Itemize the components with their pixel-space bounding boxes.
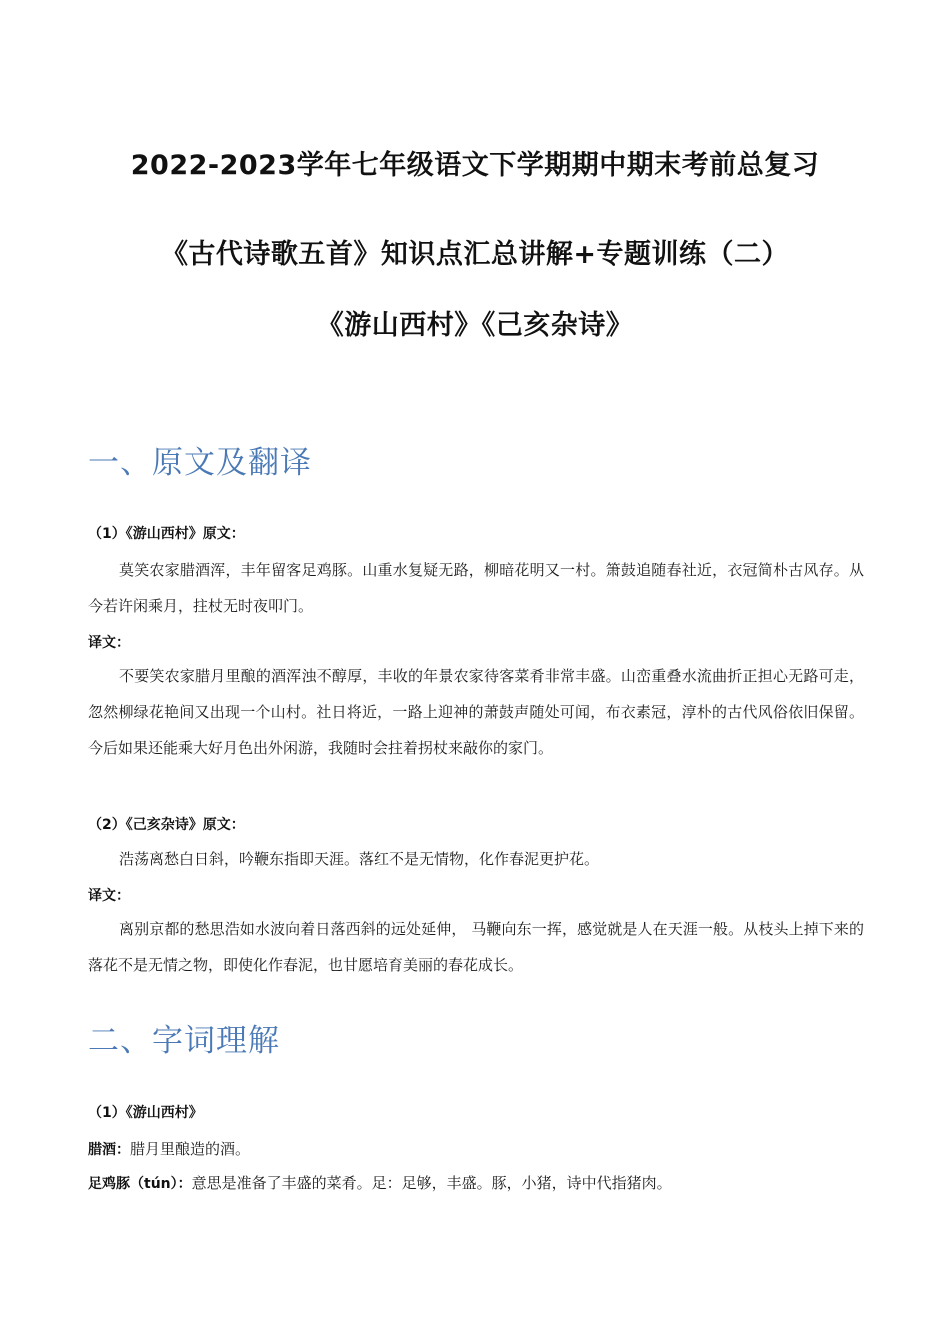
vocab-poem-label: （1）《游山西村》 bbox=[88, 1105, 203, 1121]
poem2-label: （2）《己亥杂诗》原文： bbox=[88, 817, 245, 833]
poem1-translation-label: 译文： bbox=[88, 635, 130, 651]
poem2-translation-text: 离别京都的愁思浩如水波向着日落西斜的远处延伸， 马鞭向东一挥，感觉就是人在天涯一般。从枝头上掉下来的落花不是无情之物，即使化作春泥，也甘愿培育美丽的春花成长。 bbox=[88, 920, 864, 974]
document-title-line-2: 《古代诗歌五首》知识点汇总讲解+专题训练（二） bbox=[160, 239, 790, 270]
section-heading-original-translation: 一、原文及翻译 bbox=[88, 445, 312, 481]
poem2-original-text: 浩荡离愁白日斜，吟鞭东指即天涯。落红不是无情物，化作春泥更护花。 bbox=[119, 850, 600, 868]
section-heading-word-understanding: 二、字词理解 bbox=[88, 1023, 280, 1059]
vocab-term: 足鸡豚（tún）： bbox=[88, 1176, 192, 1192]
document-title-line-1: 2022-2023学年七年级语文下学期期中期末考前总复习 bbox=[130, 150, 820, 181]
poem1-translation-text: 不要笑农家腊月里酿的酒浑浊不醇厚，丰收的年景农家待客菜肴非常丰盛。山峦重叠水流曲折正担心无路可走，忽然柳绿花艳间又出现一个山村。社日将近，一路上迎神的萧鼓声随处可闻，布衣素冠，淳朴的古代风俗依旧保留。今后如果还能乘大好月色出外闲游，我随时会拄着拐杖来敲你的家门。 bbox=[88, 667, 864, 757]
document-title-line-3: 《游山西村》《己亥杂诗》 bbox=[316, 310, 634, 341]
poem1-original-text: 莫笑农家腊酒浑，丰年留客足鸡豚。山重水复疑无路，柳暗花明又一村。箫鼓追随春社近，衣冠简朴古风存。从今若许闲乘月，拄杖无时夜叩门。 bbox=[88, 561, 864, 615]
poem2-translation-label: 译文： bbox=[88, 888, 130, 904]
vocab-term-row bbox=[88, 1172, 868, 1193]
poem1-label: （1）《游山西村》原文： bbox=[88, 526, 245, 542]
vocab-term: 腊酒： bbox=[88, 1142, 130, 1158]
vocab-definition: 腊月里酿造的酒。 bbox=[130, 1140, 251, 1158]
vocab-term-row bbox=[88, 1138, 868, 1159]
vocab-definition: 意思是准备了丰盛的菜肴。足：足够，丰盛。豚，小猪，诗中代指猪肉。 bbox=[191, 1174, 672, 1192]
